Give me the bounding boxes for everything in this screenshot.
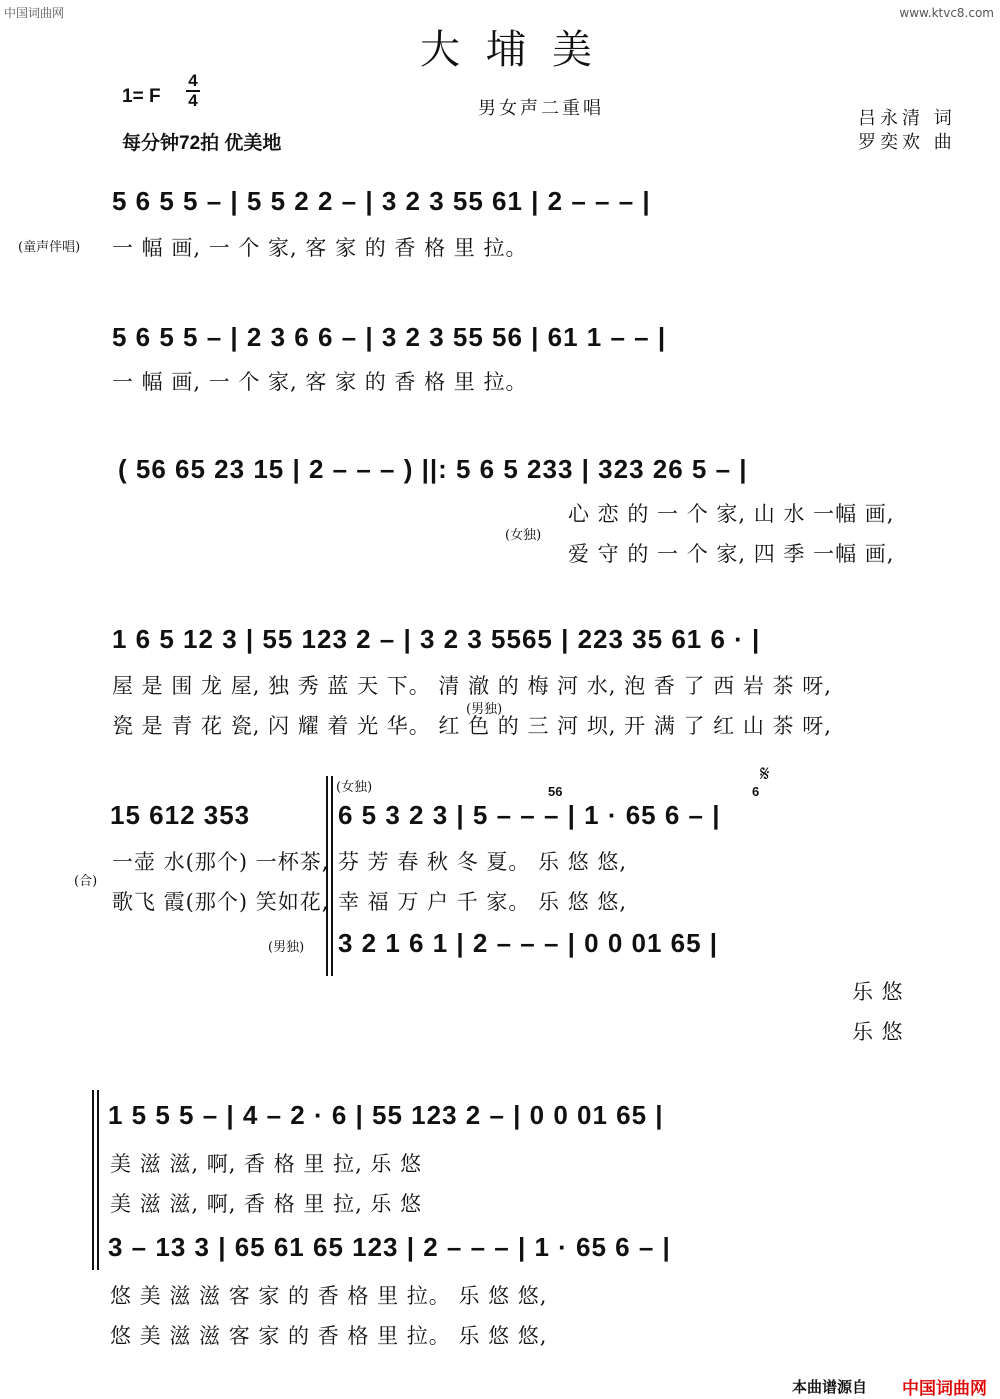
lyrics-row-6-upper-verse-1: 美 滋 滋, 啊, 香 格 里 拉, 乐 悠 bbox=[110, 1152, 423, 1176]
role-label-female: (女独) bbox=[336, 780, 373, 795]
meter-top: 4 bbox=[188, 71, 198, 90]
system-bracket bbox=[92, 1090, 94, 1270]
song-title: 大埔美 bbox=[420, 27, 618, 73]
lyrics-row-6-lower-verse-1: 悠 美 滋 滋 客 家 的 香 格 里 拉。 乐 悠 悠, bbox=[110, 1284, 548, 1308]
role-label: (女独) bbox=[505, 528, 542, 543]
lyrics-row-5-lower-verse-2: 乐 悠 bbox=[852, 1020, 904, 1044]
notes-row-1: 5 6 5 5 – | 5 5 2 2 – | 3 2 3 55 61 | 2 – – – | bbox=[112, 186, 651, 216]
lyrics-row-1: 一 幅 画, 一 个 家, 客 家 的 香 格 里 拉。 bbox=[112, 236, 528, 260]
role-label-chorus: (合) bbox=[74, 874, 98, 889]
tempo-marking: 每分钟72拍 优美地 bbox=[122, 133, 282, 154]
notes-row-6-lower: 3 – 13 3 | 65 61 65 123 | 2 – – – | 1 · 65 6 – | bbox=[108, 1232, 671, 1262]
notes-row-5-lead-in: 15 612 353 bbox=[110, 800, 251, 830]
footer-site-name: 中国词曲网 bbox=[902, 1379, 987, 1399]
time-signature bbox=[186, 72, 200, 110]
footer-source-label: 本曲谱源自 bbox=[792, 1378, 868, 1396]
meter-bottom: 4 bbox=[188, 91, 198, 110]
composer: 罗奕欢 曲 bbox=[858, 132, 956, 153]
lyrics-row-6-lower-verse-2: 悠 美 滋 滋 客 家 的 香 格 里 拉。 乐 悠 悠, bbox=[110, 1324, 548, 1348]
lyrics-row-5-upper-verse-2: 幸 福 万 户 千 家。 乐 悠 悠, bbox=[338, 890, 628, 914]
lyricist: 吕永清 词 bbox=[858, 108, 956, 129]
watermark-right: www.ktvc8.com bbox=[899, 6, 994, 20]
voicing: 男女声二重唱 bbox=[478, 98, 604, 119]
lyrics-row-5-lead-in-verse-2: 歌飞 霞(那个) 笑如花, bbox=[112, 890, 330, 914]
notes-row-5-upper: 6 5 3 2 3 | 5 – – – | 1 · 65 6 – | bbox=[338, 800, 721, 830]
lyrics-row-6-upper-verse-2: 美 滋 滋, 啊, 香 格 里 拉, 乐 悠 bbox=[110, 1192, 423, 1216]
lyrics-row-3-verse-1: 心 恋 的 一 个 家, 山 水 一幅 画, bbox=[568, 502, 895, 526]
key-signature: 1= F bbox=[122, 86, 161, 107]
notes-row-4: 1 6 5 12 3 | 55 123 2 – | 3 2 3 5565 | 223 35 61 6 · | bbox=[112, 624, 761, 654]
watermark-left: 中国词曲网 bbox=[4, 6, 65, 20]
system-bracket bbox=[97, 1090, 99, 1270]
system-bracket bbox=[326, 776, 328, 976]
lyrics-row-5-upper-verse-1: 芬 芳 春 秋 冬 夏。 乐 悠 悠, bbox=[338, 850, 628, 874]
role-label: (男独) bbox=[466, 702, 503, 717]
notes-row-2: 5 6 5 5 – | 2 3 6 6 – | 3 2 3 55 56 | 61 1 – – | bbox=[112, 322, 667, 352]
notes-row-5-lower: 3 2 1 6 1 | 2 – – – | 0 0 01 65 | bbox=[338, 928, 719, 958]
notes-row-6-upper: 1 5 5 5 – | 4 – 2 · 6 | 55 123 2 – | 0 0 01 65 | bbox=[108, 1100, 664, 1130]
lyrics-row-5-lower-verse-1: 乐 悠 bbox=[852, 980, 904, 1004]
grace-note: 6 bbox=[752, 784, 760, 799]
system-bracket bbox=[331, 776, 333, 976]
segno-sign-icon: 𝄋 bbox=[760, 762, 770, 787]
grace-note: 56 bbox=[548, 784, 563, 799]
lyrics-row-4-verse-1: 屋 是 围 龙 屋, 独 秀 蓝 天 下。 清 澈 的 梅 河 水, 泡 香 了 西 岩 茶 呀, bbox=[112, 674, 832, 698]
role-label: (童声伴唱) bbox=[18, 240, 81, 255]
lyrics-row-4-verse-2: 瓷 是 青 花 瓷, 闪 耀 着 光 华。 红 色 的 三 河 坝, 开 满 了 红 山 茶 呀, bbox=[112, 714, 832, 738]
lyrics-row-2: 一 幅 画, 一 个 家, 客 家 的 香 格 里 拉。 bbox=[112, 370, 528, 394]
lyrics-row-5-lead-in-verse-1: 一壶 水(那个) 一杯茶, bbox=[112, 850, 330, 874]
lyrics-row-3-verse-2: 爱 守 的 一 个 家, 四 季 一幅 画, bbox=[568, 542, 895, 566]
notes-row-3: ( 56 65 23 15 | 2 – – – ) ||: 5 6 5 233 | 323 26 5 – | bbox=[118, 454, 748, 484]
role-label-male: (男独) bbox=[268, 940, 305, 955]
